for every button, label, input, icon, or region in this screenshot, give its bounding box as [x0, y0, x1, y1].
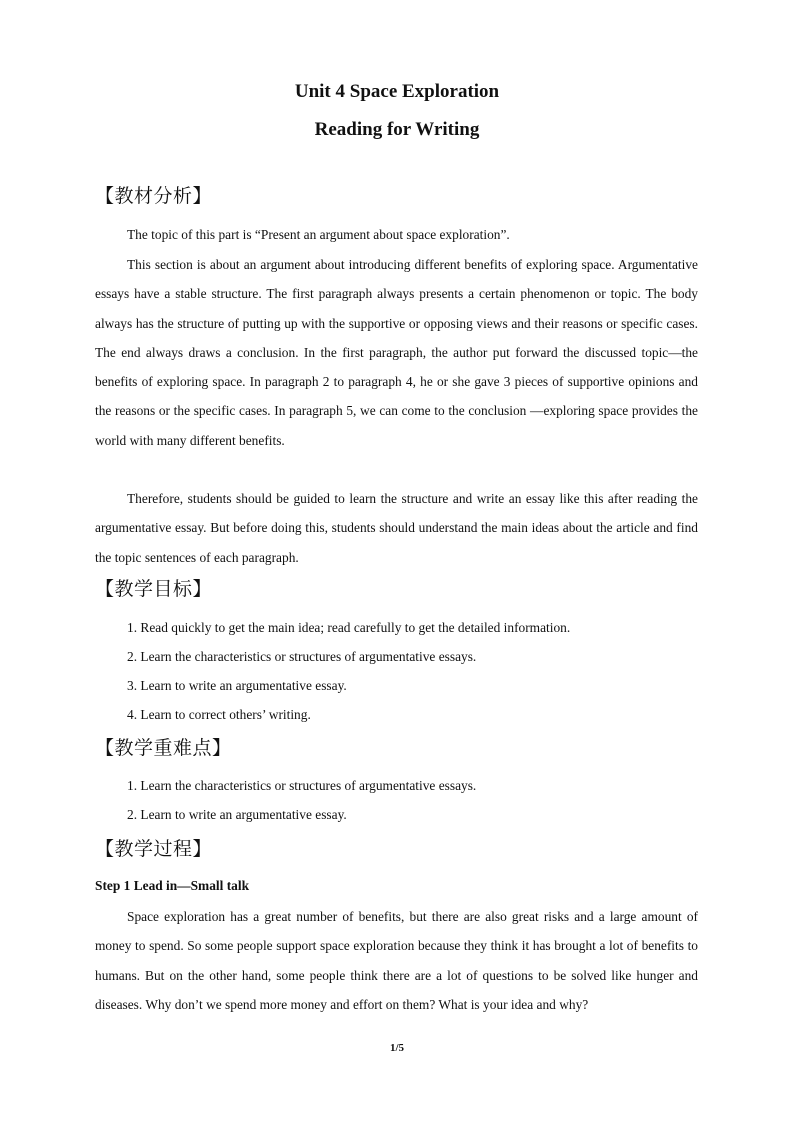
objective-item-1: 1. Read quickly to get the main idea; read carefully to get the detailed information.	[127, 620, 571, 635]
section-heading-objectives: 【教学目标】	[95, 578, 213, 600]
analysis-paragraph-1: The topic of this part is “Present an argument about space exploration”.	[127, 227, 510, 242]
step1-paragraph: Space exploration has a great number of benefits, but there are also great risks and a large amount of money to spend. So some people support space exploration because they think it has brought a lot of benefits to humans. But on the other hand, some people think there are a lot of questions to be solved like hunger and diseases. Why don’t we spend more money and effort on them? What is your idea and why?	[95, 909, 698, 1012]
keypoint-item-2: 2. Learn to write an argumentative essay.	[127, 807, 347, 822]
section-heading-keypoints: 【教学重难点】	[95, 737, 232, 759]
analysis-paragraph-3: Therefore, students should be guided to learn the structure and write an essay like this after reading the argumentative essay. But before doing this, students should understand the main ideas about the article and find the topic sentences of each paragraph.	[95, 491, 698, 565]
section-heading-process: 【教学过程】	[95, 838, 213, 860]
document-subtitle: Reading for Writing	[314, 119, 480, 140]
page-number: 1/5	[389, 1042, 405, 1054]
section-heading-analysis: 【教材分析】	[95, 185, 213, 207]
objective-item-2: 2. Learn the characteristics or structures of argumentative essays.	[127, 649, 477, 664]
keypoint-item-1: 1. Learn the characteristics or structures of argumentative essays.	[127, 778, 477, 793]
document-title: Unit 4 Space Exploration	[294, 81, 500, 102]
objective-item-4: 4. Learn to correct others’ writing.	[127, 707, 311, 722]
objective-item-3: 3. Learn to write an argumentative essay.	[127, 678, 347, 693]
analysis-paragraph-2: This section is about an argument about introducing different benefits of exploring space. Argumentative essays have a stable structure. The first paragraph always presents a certain phenomenon or topic. The body always has the structure of putting up with the supportive or opposing views and their reasons or specific cases. The end always draws a conclusion. In the first paragraph, the author put forward the discussed topic—the benefits of exploring space. In paragraph 2 to paragraph 4, he or she gave 3 pieces of supportive opinions and the reasons or the specific cases. In paragraph 5, we can come to the conclusion —exploring space provides the world with many different benefits.	[95, 257, 698, 448]
step1-heading: Step 1 Lead in—Small talk	[95, 878, 250, 893]
